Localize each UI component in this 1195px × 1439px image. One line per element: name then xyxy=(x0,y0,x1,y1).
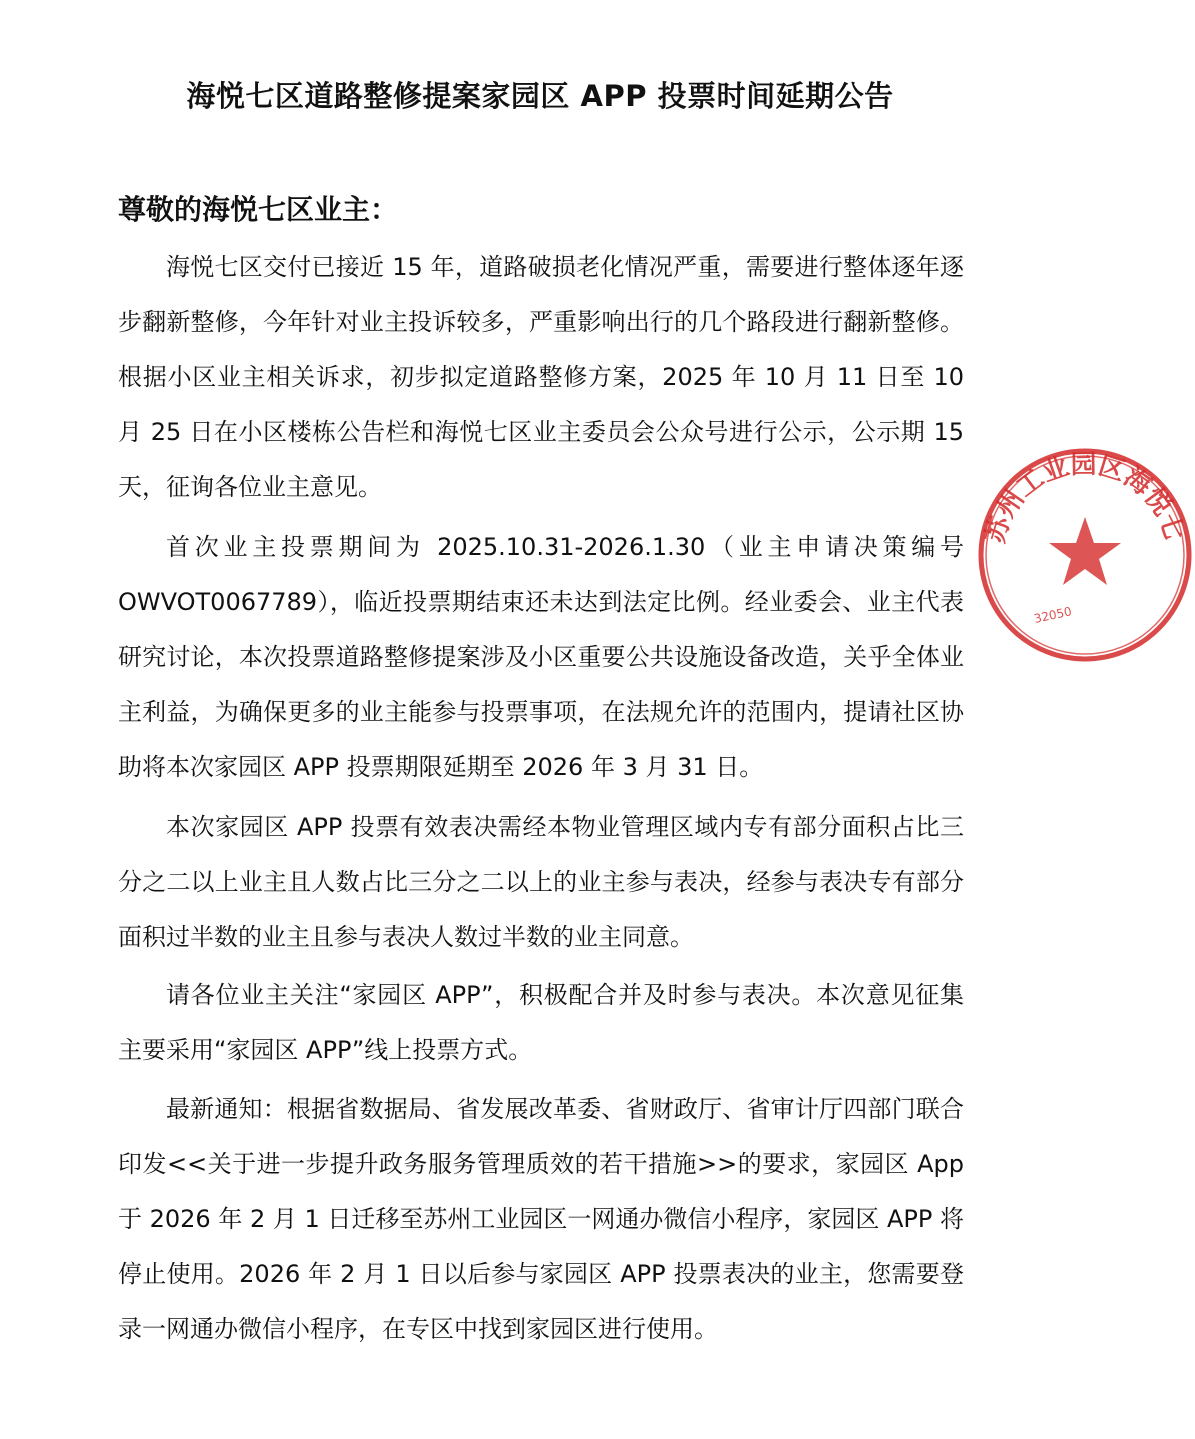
paragraph-app-notice: 请各位业主关注“家园区 APP”，积极配合并及时参与表决。本次意见征集主要采用“家园区 APP”线上投票方式。 xyxy=(118,981,964,1064)
document-title: 海悦七区道路整修提案家园区 APP 投票时间延期公告 xyxy=(186,79,894,113)
paragraph-latest-notice: 最新通知：根据省数据局、省发展改革委、省财政厅、省审计厅四部门联合印发<<关于进一步提升政务服务管理质效的若干措施>>的要求，家园区 App 于 2026 年 2 月 1 日迁移至苏州工业园区一网通办微信小程序，家园区 APP 将停止使用。2026 年 2 月 1 日以后参与家园区 APP 投票表决的业主，您需要登录一网通办微信小程序，在专区中找到家园区进行使用。 xyxy=(118,1095,965,1343)
paragraph-background: 海悦七区交付已接近 15 年，道路破损老化情况严重，需要进行整体逐年逐步翻新整修，今年针对业主投诉较多，严重影响出行的几个路段进行翻新整修。根据小区业主相关诉求，初步拟定道路整修方案，2025 年 10 月 11 日至 10 月 25 日在小区楼栋公告栏和海悦七区业主委员会公众号进行公示，公示期 15 天，征询各位业主意见。 xyxy=(118,253,964,501)
paragraph-first-vote: 首次业主投票期间为 2025.10.31-2026.1.30（业主申请决策编号 OWVOT0067789），临近投票期结束还未达到法定比例。经业委会、业主代表研究讨论，本次投票道路整修提案涉及小区重要公共设施设备改造，关乎全体业主利益，为确保更多的业主能参与投票事项，在法规允许的范围内，提请社区协助将本次家园区 APP 投票期限延期至 2026 年 3 月 31 日。 xyxy=(118,533,964,781)
official-seal-stamp xyxy=(975,445,1195,665)
salutation: 尊敬的海悦七区业主： xyxy=(118,193,399,226)
seal-star-icon xyxy=(1049,517,1121,585)
seal-arc-text: 苏州工业园区海悦七 xyxy=(980,449,1189,547)
paragraph-vote-rules: 本次家园区 APP 投票有效表决需经本物业管理区域内专有部分面积占比三分之二以上业主且人数占比三分之二以上的业主参与表决，经参与表决专有部分面积过半数的业主且参与表决人数过半数的业主同意。 xyxy=(118,813,964,951)
seal-number: 32050 xyxy=(1032,604,1073,626)
